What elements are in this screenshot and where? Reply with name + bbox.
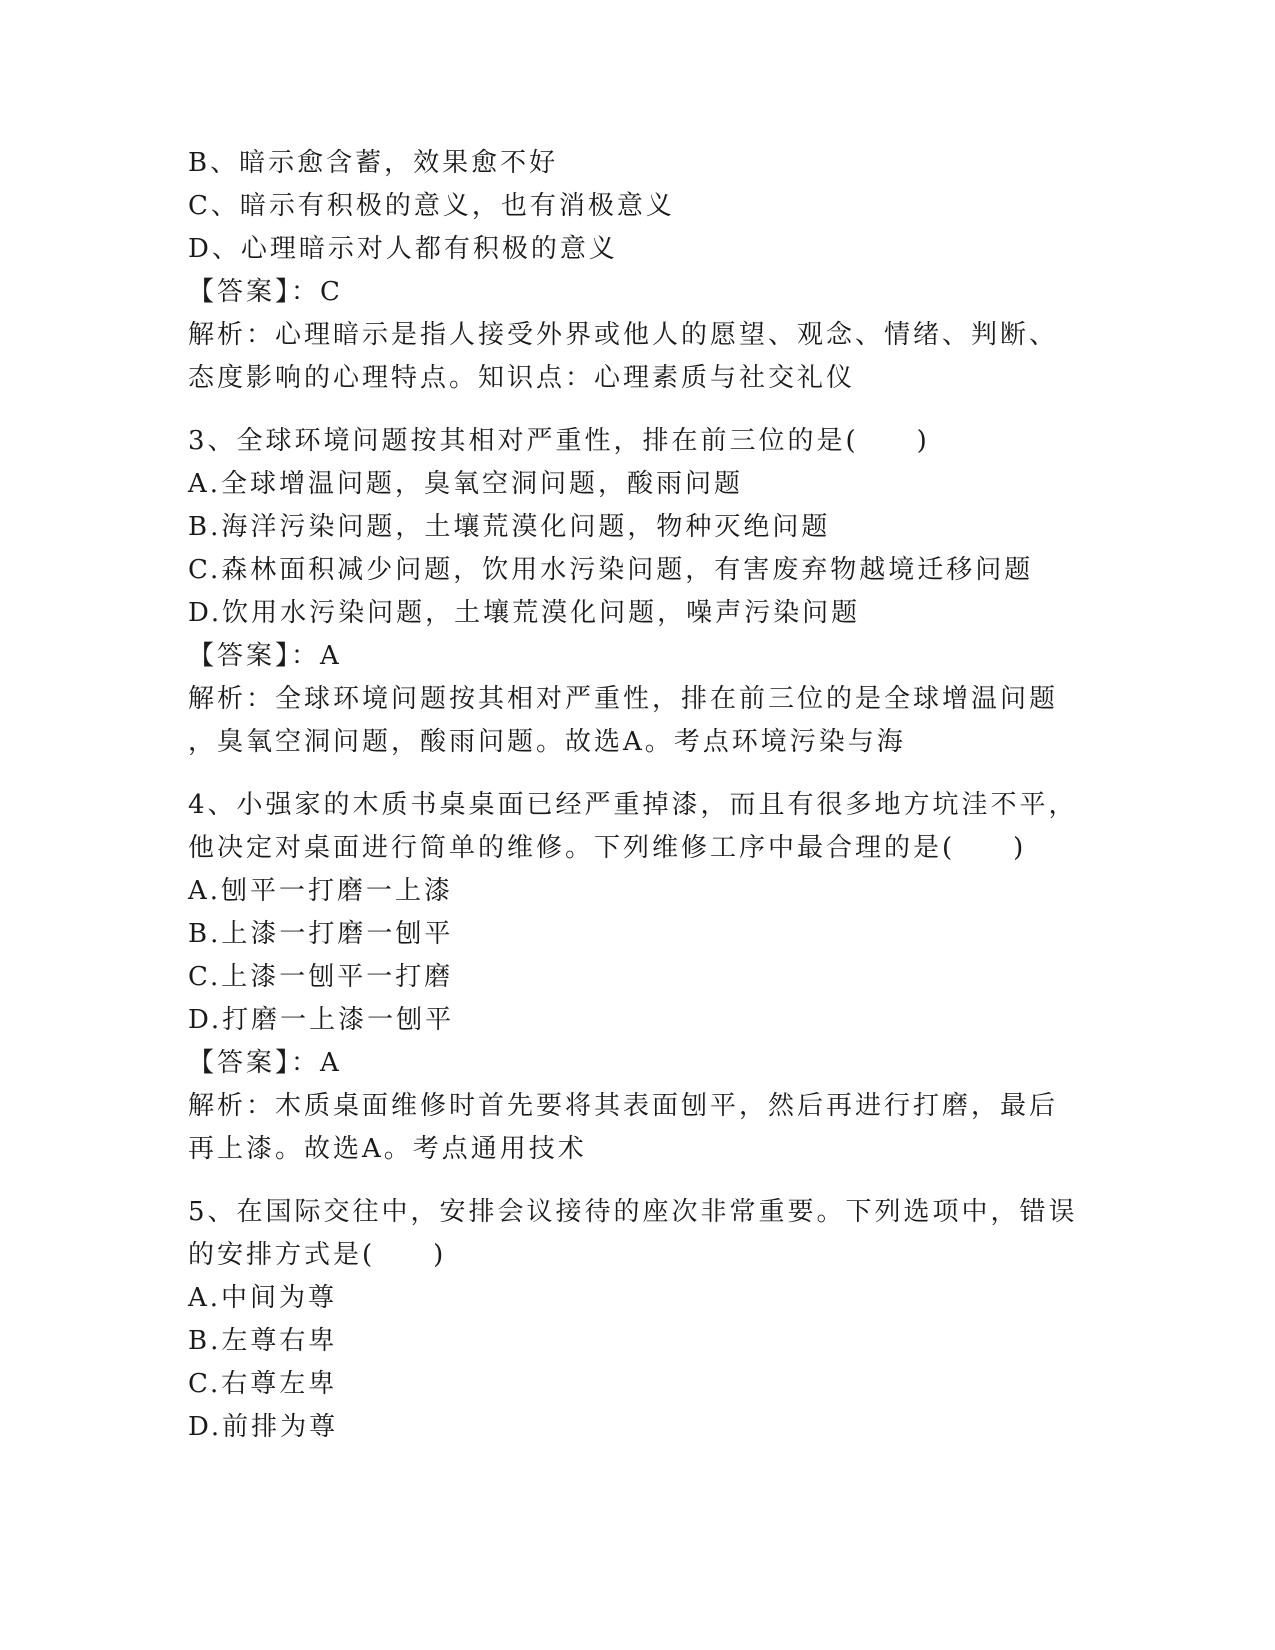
q3-option-b: B.海洋污染问题，土壤荒漠化问题，物种灭绝问题	[188, 512, 831, 542]
q4-analysis-line-2: 再上漆。故选A。考点通用技术	[188, 1134, 587, 1164]
q4-option-a: A.刨平一打磨一上漆	[188, 876, 454, 906]
q3-question: 3、全球环境问题按其相对严重性，排在前三位的是( )	[188, 426, 930, 456]
section-gap	[188, 400, 1088, 420]
q5-question-line-2: 的安排方式是( )	[188, 1240, 447, 1270]
q5-option-a: A.中间为尊	[188, 1283, 338, 1313]
q4-question-line-2: 他决定对桌面进行简单的维修。下列维修工序中最合理的是( )	[188, 833, 1027, 863]
q5-option-b: B.左尊右卑	[188, 1326, 338, 1356]
q4-option-b: B.上漆一打磨一刨平	[188, 919, 454, 949]
document-page	[188, 142, 1088, 1449]
q3-analysis-line-1: 解析：全球环境问题按其相对严重性，排在前三位的是全球增温问题	[188, 684, 1059, 714]
q5-option-d: D.前排为尊	[188, 1412, 339, 1442]
q2-analysis-line-1: 解析：心理暗示是指人接受外界或他人的愿望、观念、情绪、判断、	[188, 320, 1059, 350]
q3-option-c: C.森林面积减少问题，饮用水污染问题，有害废弃物越境迁移问题	[188, 555, 1034, 585]
q2-option-b: B、暗示愈含蓄，效果愈不好	[188, 148, 559, 178]
q3-analysis-line-2: ，臭氧空洞问题，酸雨问题。故选A。考点环境污染与海	[188, 727, 906, 757]
q2-answer: 【答案】：C	[188, 277, 343, 307]
question-2-section	[188, 142, 1088, 400]
q4-answer: 【答案】：A	[188, 1048, 342, 1078]
q2-option-c: C、暗示有积极的意义，也有消极意义	[188, 191, 675, 221]
q4-option-c: C.上漆一刨平一打磨	[188, 962, 454, 992]
q4-option-d: D.打磨一上漆一刨平	[188, 1005, 455, 1035]
q2-option-d: D、心理暗示对人都有积极的意义	[188, 234, 618, 264]
question-4-section	[188, 784, 1088, 1171]
question-3-section	[188, 420, 1088, 764]
section-gap	[188, 764, 1088, 784]
q3-option-a: A.全球增温问题，臭氧空洞问题，酸雨问题	[188, 469, 744, 499]
q4-analysis-line-1: 解析：木质桌面维修时首先要将其表面刨平，然后再进行打磨，最后	[188, 1091, 1059, 1121]
section-gap	[188, 1171, 1088, 1191]
q5-option-c: C.右尊左卑	[188, 1369, 338, 1399]
question-5-section	[188, 1191, 1088, 1449]
q3-option-d: D.饮用水污染问题，土壤荒漠化问题，噪声污染问题	[188, 598, 861, 628]
q3-answer: 【答案】：A	[188, 641, 342, 671]
q4-question-line-1: 4、小强家的木质书桌桌面已经严重掉漆，而且有很多地方坑洼不平，	[188, 790, 1078, 820]
q5-question-line-1: 5、在国际交往中，安排会议接待的座次非常重要。下列选项中，错误	[188, 1197, 1078, 1227]
q2-analysis-line-2: 态度影响的心理特点。知识点：心理素质与社交礼仪	[188, 363, 856, 393]
